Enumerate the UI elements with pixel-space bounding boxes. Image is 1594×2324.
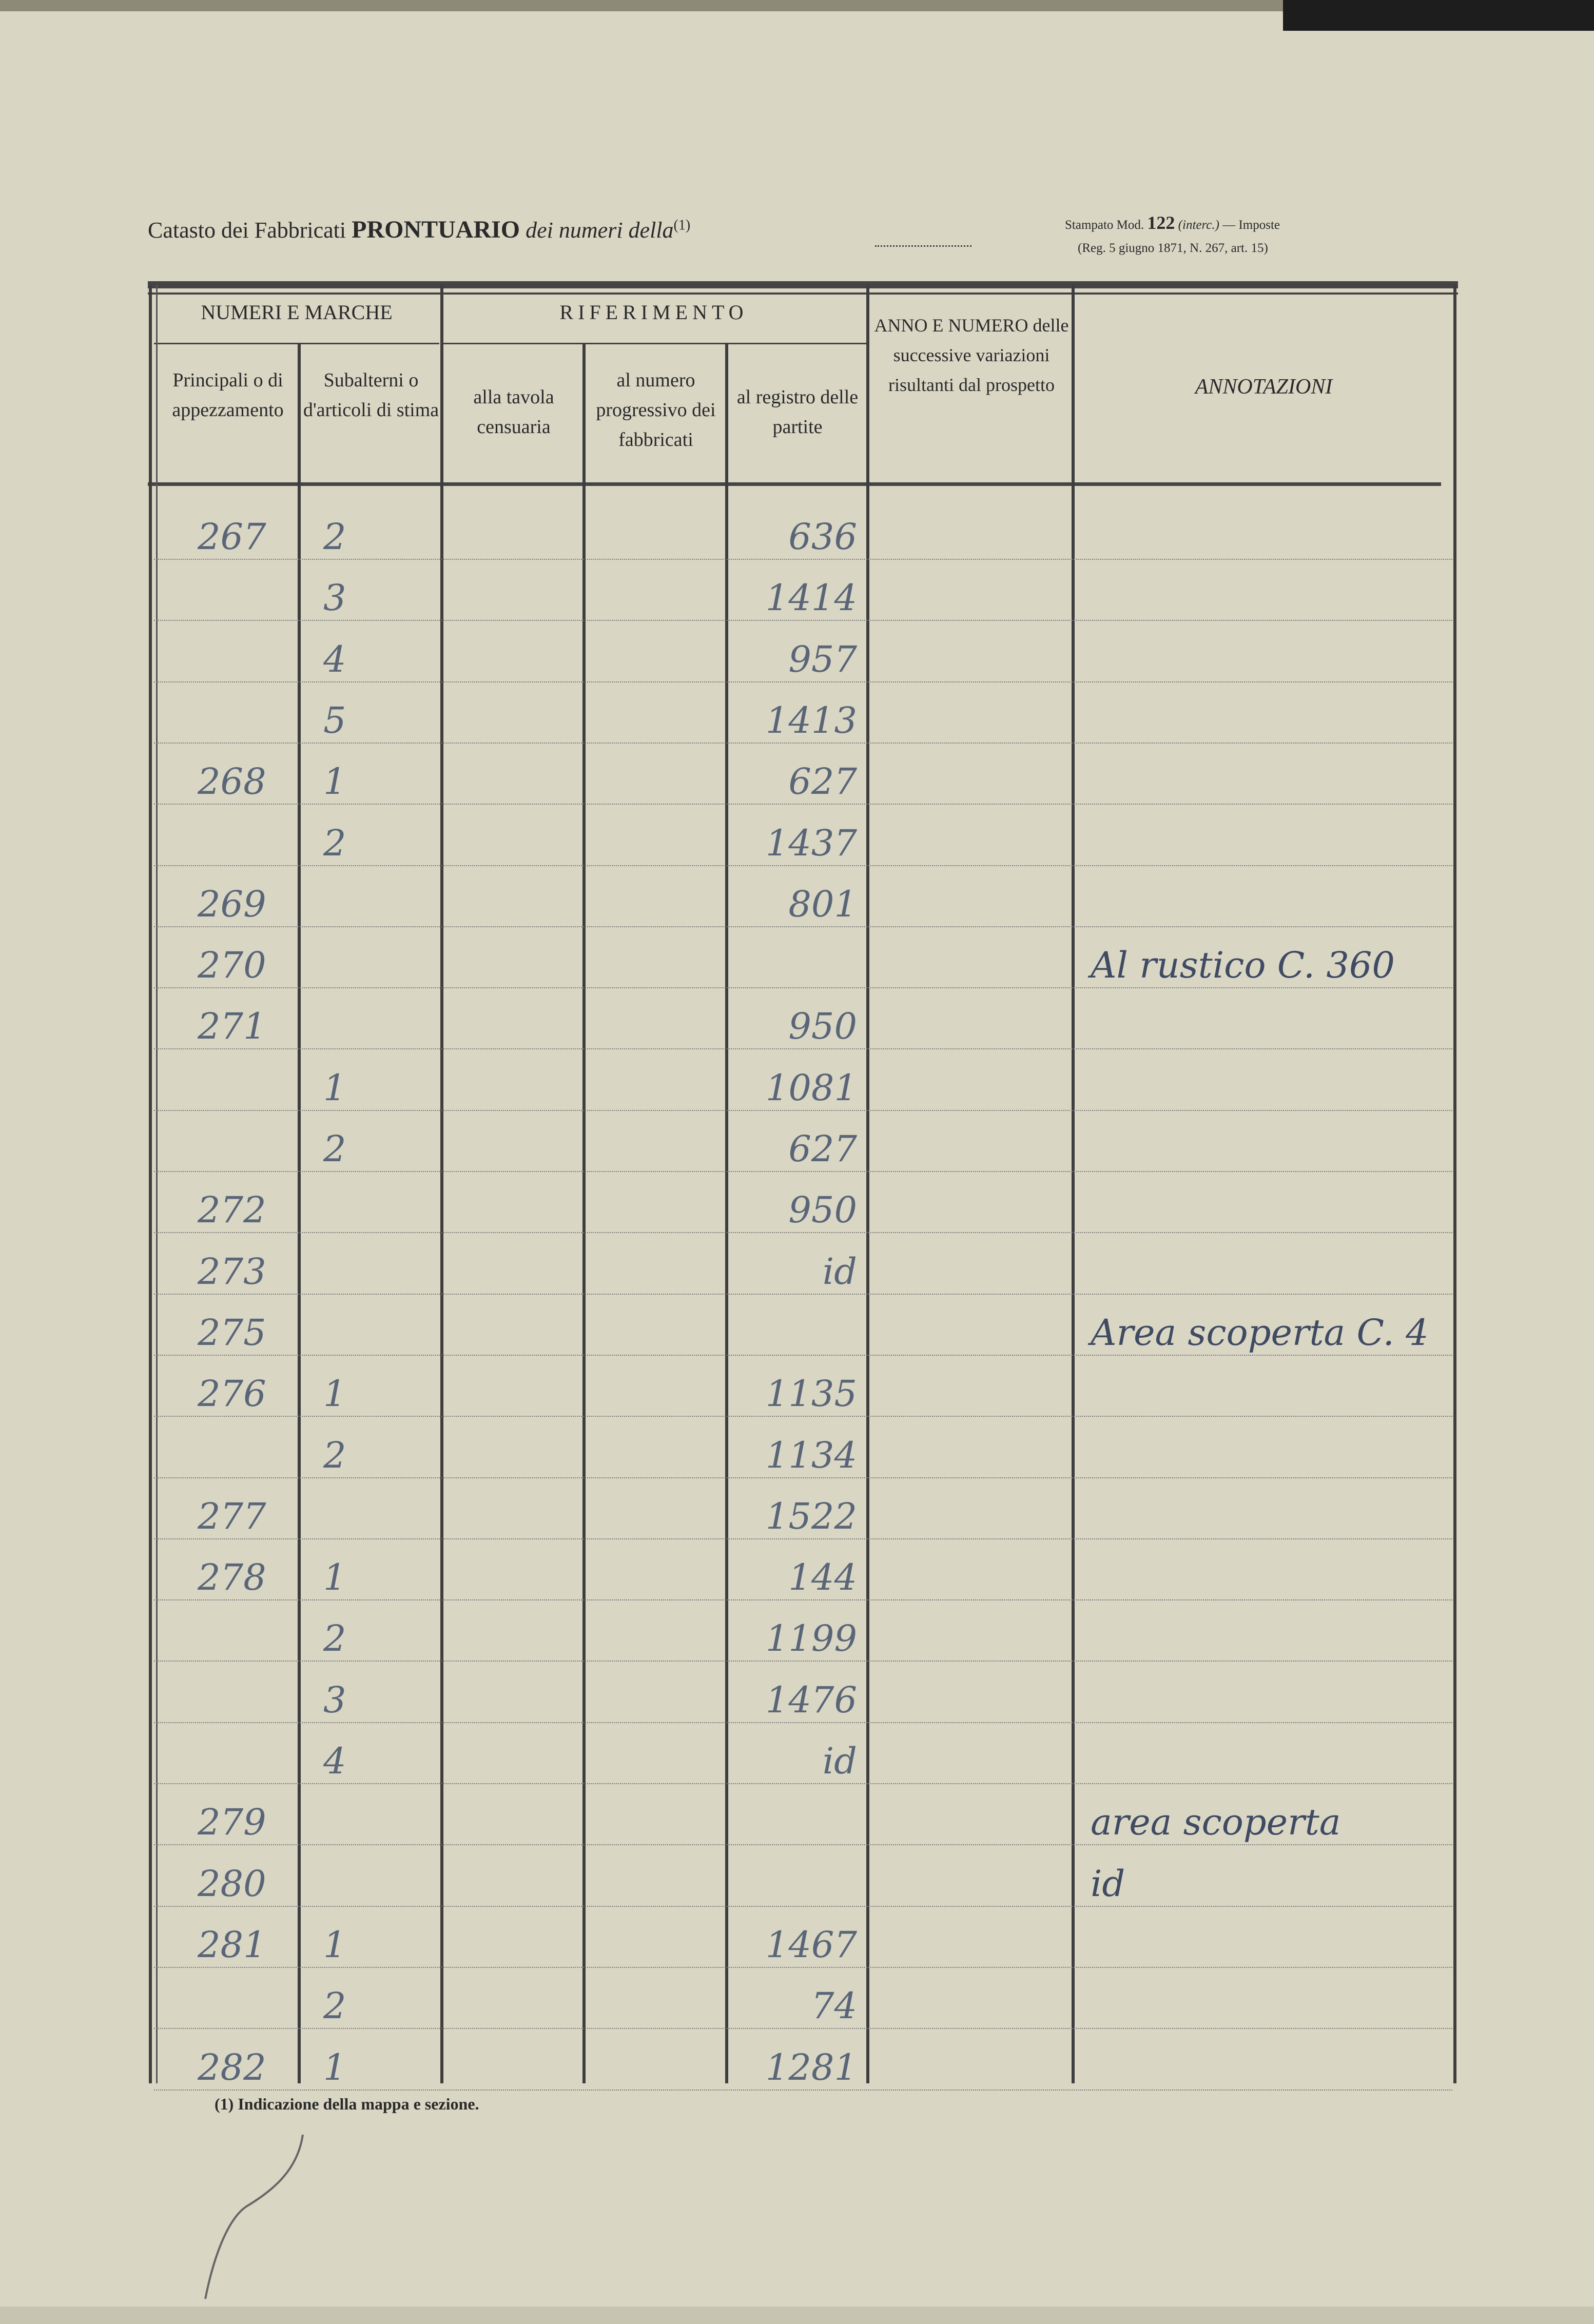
cell-annotazione: area scoperta <box>1091 1801 1341 1844</box>
cell-principale: 272 <box>198 1189 266 1232</box>
header-divider-numeri <box>154 343 439 344</box>
cell-subalterno: 1 <box>323 1373 346 1415</box>
cell-principale: 278 <box>198 1556 266 1599</box>
cell-registro: 1437 <box>765 822 857 864</box>
paper-edge-bottom <box>0 2307 1594 2324</box>
row-rule <box>154 987 1452 988</box>
col-header-annotazioni: ANNOTAZIONI <box>1195 375 1333 399</box>
cell-registro: 1467 <box>765 1923 857 1966</box>
cell-annotazione: Area scoperta C. 4 <box>1091 1311 1429 1354</box>
cell-registro: 1281 <box>765 2046 857 2088</box>
row-rule <box>154 1783 1452 1784</box>
row-rule <box>154 1048 1452 1049</box>
cell-subalterno: 3 <box>323 577 346 619</box>
page-title <box>148 216 690 244</box>
row-rule <box>154 1967 1452 1968</box>
cell-subalterno: 4 <box>323 638 346 680</box>
cell-registro: 1199 <box>765 1617 857 1660</box>
cell-registro: id <box>822 1740 857 1782</box>
row-rule <box>154 1906 1452 1907</box>
col-divider-principali <box>298 343 301 2083</box>
col-header-tavola: alla tavola censuaria <box>473 386 554 438</box>
cell-principale: 282 <box>198 2046 266 2088</box>
title-bold: PRONTUARIO <box>352 216 520 243</box>
row-rule <box>154 1477 1452 1478</box>
pencil-mark <box>195 2130 328 2304</box>
cell-principale: 270 <box>198 944 266 987</box>
cell-registro: 1476 <box>765 1678 857 1721</box>
cell-registro: 636 <box>788 516 857 558</box>
col-header-progressivo: al numero progressivo dei fabbricati <box>596 369 716 451</box>
cell-registro: 950 <box>788 1189 857 1232</box>
paper-edge-shadow <box>1283 0 1594 31</box>
cell-subalterno: 1 <box>323 760 346 803</box>
cell-registro: 1522 <box>765 1495 857 1537</box>
row-rule <box>154 2028 1452 2029</box>
cell-registro: 1414 <box>765 577 857 619</box>
table-top-border-inner <box>148 292 1458 295</box>
cell-subalterno: 2 <box>323 822 346 864</box>
cell-registro: 950 <box>788 1005 857 1048</box>
header-bottom-border <box>148 482 1441 486</box>
title-footnote-ref: (1) <box>673 217 691 233</box>
col-header-anno: ANNO E NUMERO delle successive variazioni risultanti dal prospetto <box>874 315 1069 395</box>
col-divider-tavola <box>582 343 586 2083</box>
row-rule <box>154 1294 1452 1295</box>
cell-principale: 279 <box>198 1801 266 1844</box>
cell-principale: 268 <box>198 760 266 803</box>
row-rule <box>154 1232 1452 1233</box>
table-left-border-inner <box>156 285 158 2083</box>
stamp-prefix: Stampato Mod. <box>1065 218 1144 232</box>
title-prefix: Catasto dei Fabbricati <box>148 218 346 243</box>
cell-principale: 276 <box>198 1373 266 1415</box>
cell-principale: 280 <box>198 1862 266 1905</box>
stamp-interc: (interc.) <box>1178 218 1219 232</box>
cell-subalterno: 2 <box>323 1128 346 1170</box>
cell-subalterno: 4 <box>323 1740 346 1782</box>
cell-registro: 144 <box>788 1556 857 1599</box>
cell-subalterno: 1 <box>323 1066 346 1109</box>
cell-registro: 1081 <box>765 1066 857 1109</box>
row-rule <box>154 1599 1452 1600</box>
col-header-subalterni: Subalterni o d'articoli di stima <box>303 369 439 421</box>
row-rule <box>154 1355 1452 1356</box>
cell-registro: 74 <box>811 1985 857 2027</box>
row-rule <box>154 559 1452 560</box>
cell-subalterno: 3 <box>323 1678 346 1721</box>
group-header-numeri: NUMERI E MARCHE <box>201 301 393 324</box>
row-rule <box>154 1844 1452 1845</box>
stamp-line-2: (Reg. 5 giugno 1871, N. 267, art. 15) <box>1078 241 1268 255</box>
row-rule <box>154 743 1452 744</box>
cell-subalterno: 1 <box>323 2046 346 2088</box>
cell-registro: 1134 <box>765 1434 857 1476</box>
row-rule <box>154 1110 1452 1111</box>
cell-registro: id <box>822 1250 857 1293</box>
row-rule <box>154 1416 1452 1417</box>
title-italic: dei numeri della <box>526 218 674 243</box>
cell-principale: 267 <box>198 516 266 558</box>
table-left-border <box>149 285 152 2083</box>
row-rule <box>154 620 1452 621</box>
stamp-imposte: — Imposte <box>1222 218 1280 232</box>
col-divider-subalterni <box>440 285 443 2083</box>
col-divider-progressivo <box>725 343 728 2083</box>
cell-annotazione: id <box>1091 1862 1125 1905</box>
table-right-border <box>1453 285 1456 2083</box>
cell-principale: 273 <box>198 1250 266 1293</box>
row-rule <box>154 865 1452 866</box>
cell-registro: 1413 <box>765 699 857 741</box>
cell-subalterno: 1 <box>323 1556 346 1599</box>
row-rule <box>154 1538 1452 1539</box>
cell-principale: 277 <box>198 1495 266 1537</box>
cell-annotazione: Al rustico C. 360 <box>1091 944 1395 987</box>
stamp-line-1 <box>1065 212 1280 233</box>
col-header-principali: Principali o di appezzamento <box>172 369 284 421</box>
header-divider-riferimento <box>441 343 867 344</box>
cell-registro: 801 <box>788 883 857 925</box>
cell-registro: 957 <box>788 638 857 680</box>
footnote: (1) Indicazione della mappa e sezione. <box>215 2095 479 2113</box>
cell-subalterno: 2 <box>323 1985 346 2027</box>
cell-subalterno: 5 <box>323 699 346 741</box>
title-fill-line <box>875 245 971 247</box>
row-rule <box>154 1722 1452 1723</box>
row-rule <box>154 681 1452 682</box>
cell-registro: 627 <box>788 1128 857 1170</box>
col-header-registro: al registro delle partite <box>736 386 859 438</box>
cell-principale: 281 <box>198 1923 266 1966</box>
cell-registro: 1135 <box>765 1373 857 1415</box>
cell-principale: 275 <box>198 1311 266 1354</box>
cell-registro: 627 <box>788 760 857 803</box>
row-rule <box>154 926 1452 927</box>
cell-subalterno: 2 <box>323 516 346 558</box>
stamp-model-number: 122 <box>1147 212 1175 233</box>
cell-subalterno: 2 <box>323 1617 346 1660</box>
row-rule <box>154 1661 1452 1662</box>
row-rule <box>154 1171 1452 1172</box>
table-top-border <box>148 281 1458 288</box>
col-divider-registro <box>866 285 869 2083</box>
row-rule <box>154 804 1452 805</box>
cell-subalterno: 2 <box>323 1434 346 1476</box>
cell-principale: 269 <box>198 883 266 925</box>
group-header-riferimento: RIFERIMENTO <box>559 301 748 324</box>
cell-principale: 271 <box>198 1005 266 1048</box>
row-rule <box>154 2089 1452 2091</box>
col-divider-anno <box>1072 285 1075 2083</box>
cell-subalterno: 1 <box>323 1923 346 1966</box>
